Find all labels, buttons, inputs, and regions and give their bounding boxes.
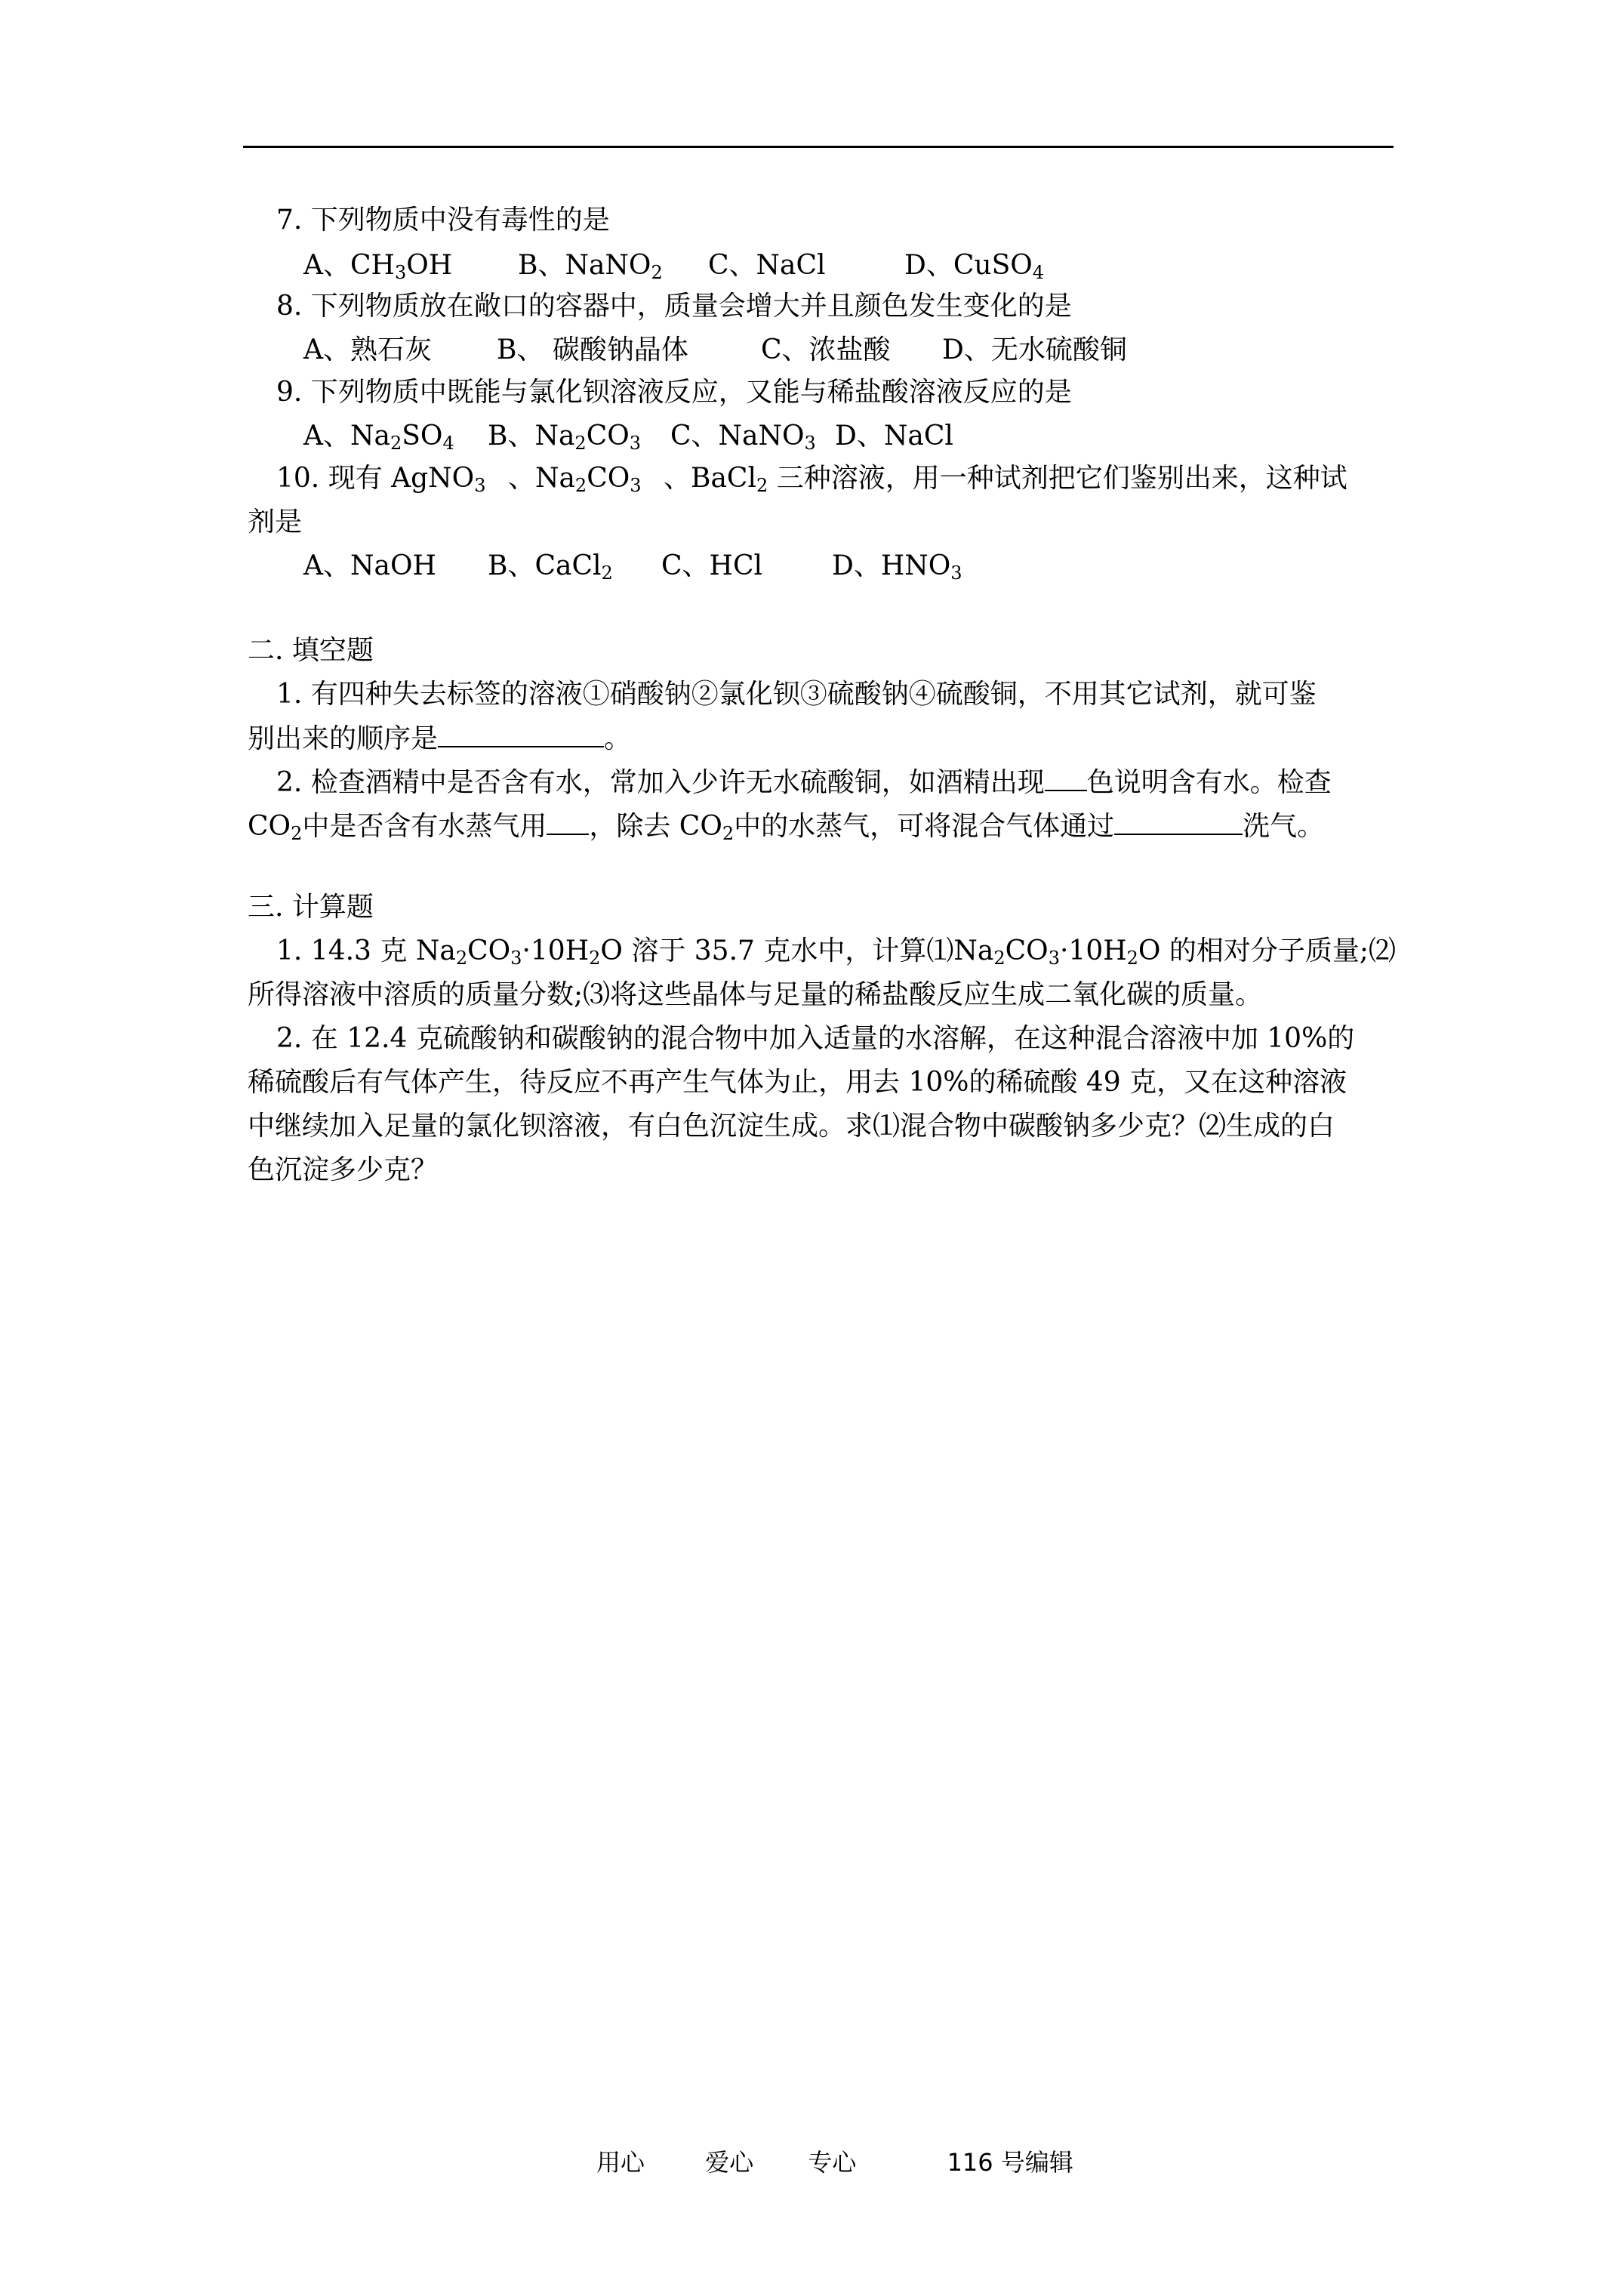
answer-blank[interactable] bbox=[1045, 764, 1087, 791]
header-rule bbox=[243, 146, 1394, 148]
fill1-line2: 别出来的顺序是 。 bbox=[248, 720, 631, 757]
q7-option-c: C、NaCl bbox=[708, 250, 826, 281]
q9-option-c: C、NaNO$_3$ bbox=[670, 421, 816, 454]
answer-blank[interactable] bbox=[547, 808, 589, 835]
q8-option-a: A、熟石灰 bbox=[303, 334, 432, 365]
q7-option-a: A、$CH_3OH$ bbox=[303, 250, 453, 283]
q8-stem: 8. 下列物质放在敞口的容器中，质量会增大并且颜色发生变化的是 bbox=[276, 291, 1072, 322]
footer-text-3: 专心 bbox=[808, 2148, 857, 2177]
page-footer bbox=[596, 2146, 1073, 2179]
calc1-line2: 所得溶液中溶质的质量分数;⑶将这些晶体与足量的稀盐酸反应生成二氧化碳的质量。 bbox=[248, 979, 1263, 1010]
q8-option-c: C、浓盐酸 bbox=[761, 334, 891, 365]
fill2-line2: $CO_2$中是否含有水蒸气用 ，除去 $CO_2$中的水蒸气，可将混合气体通过 洗气。 bbox=[248, 808, 1324, 845]
q8-option-d: D、无水硫酸铜 bbox=[942, 334, 1127, 365]
q10-stem-line2: 剂是 bbox=[248, 507, 303, 538]
q10-option-d: D、$HNO_3$ bbox=[832, 550, 962, 584]
q9-stem: 9. 下列物质中既能与氯化钡溶液反应，又能与稀盐酸溶液反应的是 bbox=[276, 377, 1072, 408]
footer-text-4: 116 号编辑 bbox=[947, 2148, 1073, 2177]
q10-options bbox=[303, 548, 962, 584]
answer-blank[interactable] bbox=[1114, 808, 1243, 835]
calc2-line2: 稀硫酸后有气体产生，待反应不再产生气体为止，用去 10%的稀硫酸 49 克，又在这种溶液 bbox=[248, 1067, 1347, 1098]
section3-title: 三. 计算题 bbox=[248, 892, 374, 923]
q10-option-c: C、HCl bbox=[661, 550, 762, 581]
fill1-line1: 1. 有四种失去标签的溶液①硝酸钠②氯化钡③硫酸钠④硫酸铜，不用其它试剂，就可鉴 bbox=[276, 679, 1317, 710]
calc2-line3: 中继续加入足量的氯化钡溶液，有白色沉淀生成。求⑴混合物中碳酸钠多少克？⑵生成的白 bbox=[248, 1111, 1335, 1142]
calc1-line1: 1. 14.3 克 $Na_2CO_3\cdot 10H_2O$ 溶于 35.7 克水中，计算$⑴Na_2CO_3\cdot 10H_2O$ 的相对分子质量;⑵ bbox=[276, 935, 1396, 969]
section2-title: 二. 填空题 bbox=[248, 635, 374, 666]
q9-options bbox=[303, 418, 953, 455]
q9-option-b: B、$Na_2CO_3$ bbox=[488, 421, 642, 454]
q8-options bbox=[303, 332, 1127, 368]
q7-options bbox=[303, 248, 1045, 284]
q7-option-b: B、NaNO$_2$ bbox=[518, 250, 663, 283]
fill2-line1: 2. 检查酒精中是否含有水，常加入少许无水硫酸铜，如酒精出现 色说明含有水。检查 bbox=[276, 764, 1332, 801]
q7-option-d: D、CuSO$_4$ bbox=[904, 250, 1045, 283]
q10-option-b: B、CaCl$_2$ bbox=[488, 550, 613, 584]
calc2-line1: 2. 在 12.4 克硫酸钠和碳酸钠的混合物中加入适量的水溶解，在这种混合溶液中加 10%的 bbox=[276, 1023, 1355, 1054]
q10-option-a: A、NaOH bbox=[303, 550, 436, 581]
q7-stem: 7. 下列物质中没有毒性的是 bbox=[276, 205, 610, 236]
answer-blank[interactable] bbox=[438, 720, 604, 747]
q9-option-a: A、$Na_2SO_4$ bbox=[303, 421, 454, 454]
q8-option-b: B、 碳酸钠晶体 bbox=[497, 334, 688, 365]
footer-text-1: 用心 bbox=[596, 2148, 645, 2177]
q10-stem-line1: 10. 现有 AgNO$_3$ 、$Na_2CO_3$ 、BaCl$_2$ 三种溶液，用一种试剂把它们鉴别出来，这种试 bbox=[276, 463, 1347, 496]
footer-text-2: 爱心 bbox=[705, 2148, 754, 2177]
calc2-line4: 色沉淀多少克？ bbox=[248, 1154, 439, 1185]
q9-option-d: D、NaCl bbox=[835, 421, 953, 451]
